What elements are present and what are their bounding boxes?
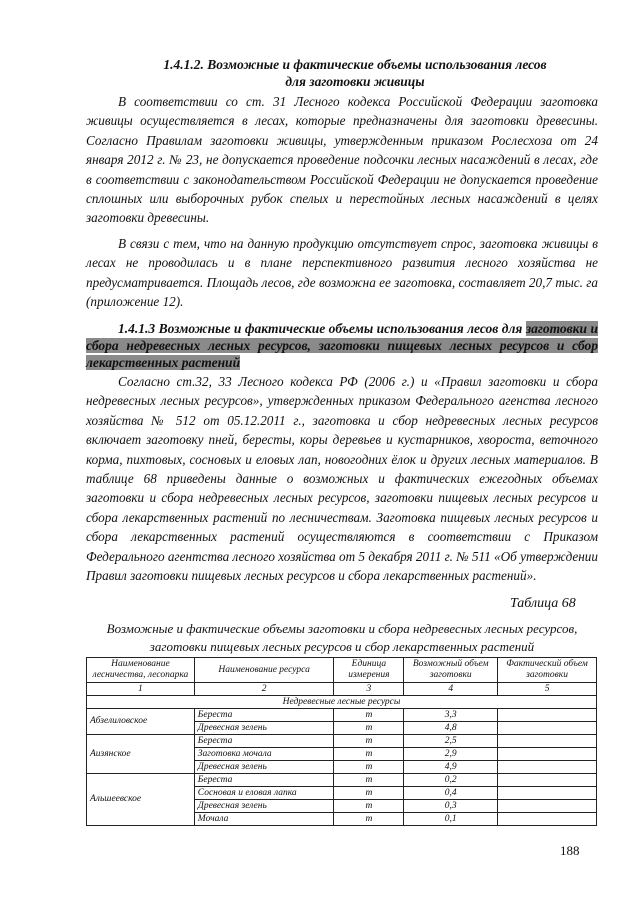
- unit: т: [334, 748, 404, 761]
- unit: т: [334, 722, 404, 735]
- possible-volume: 2,9: [404, 748, 498, 761]
- resource-name: Заготовка мочала: [194, 748, 334, 761]
- header-forestry: Наименование лесничества, лесопарка: [87, 658, 195, 683]
- actual-volume: [498, 761, 597, 774]
- resource-name: Береста: [194, 709, 334, 722]
- page-number: 188: [560, 843, 580, 858]
- highlighted-heading-text: заготовки и сбора недревесных лесных ресурсов, заготовки пищевых лесных ресурсов и сбор лекарственных растений: [86, 321, 598, 370]
- paragraph-resin-law: В соответствии со ст. 31 Лесного кодекса Российской Федерации заготовка живицы осуществляется в лесах, которые предназначены для заготовки древесины. Согласно Правилам заготовки живицы, утвержденным приказом Рослесхоза от 24 января 2012 г. № 23, не допускается проведение подсочки лесных насаждений в лесах, где в соответствии с законодательством Российской Федерации не допускается проведение сплошных или выборочных рубок спелых и перестойных лесных насаждений в целях заготовки древесины.: [86, 94, 598, 226]
- resource-table: [86, 657, 597, 826]
- actual-volume: [498, 813, 597, 826]
- actual-volume: [498, 774, 597, 787]
- resource-name: Древесная зелень: [194, 800, 334, 813]
- forestry-name: Аизянское: [87, 735, 195, 774]
- section-heading-nonwood: [86, 320, 598, 371]
- actual-volume: [498, 709, 597, 722]
- table-header-row: [87, 658, 597, 683]
- table-row: [87, 709, 597, 722]
- section-heading-resin: [120, 56, 590, 90]
- actual-volume: [498, 735, 597, 748]
- header-resource: Наименование ресурса: [194, 658, 334, 683]
- unit: т: [334, 735, 404, 748]
- possible-volume: 4,8: [404, 722, 498, 735]
- unit: т: [334, 787, 404, 800]
- possible-volume: 0,2: [404, 774, 498, 787]
- actual-volume: [498, 722, 597, 735]
- paragraph-nonwood-law: Согласно ст.32, 33 Лесного кодекса РФ (2006 г.) и «Правил заготовки и сбора недревесных лесных ресурсов», утвержденных приказом Федерального агенства лесного хозяйства № 512 от 05.12.2011 г., заготовка и сбор недревесных лесных ресурсов включает заготовку пней, бересты, коры деревьев и кустарников, хвороста, веточного корма, пихтовых, сосновых и еловых лап, новогодних ёлок и других лесных материалов. В таблице 68 приведены данные о возможных и фактических ежегодных объемах заготовки и сбора недревесных лесных ресурсов, заготовки пищевых лесных ресурсов и сбора лекарственных растений по лесничествам. Заготовка пищевых лесных ресурсов и сбора лекарственных растений осуществляются в соответствии с Приказом Федерального агентства лесного хозяйства от 5 декабря 2011 г. № 511 «Об утверждении Правил заготовки пищевых лесных ресурсов и сбора лекарственных растений».: [86, 374, 598, 584]
- colnum: 5: [498, 683, 597, 696]
- forestry-name: Абзелиловское: [87, 709, 195, 735]
- table-colnum-row: [87, 683, 597, 696]
- table-number: Таблица 68: [510, 596, 576, 611]
- paragraph-resin-demand: В связи с тем, что на данную продукцию отсутствует спрос, заготовка живицы в лесах не проводилась и в плане перспективного развития лесного хозяйства не предусматривается. Площадь лесов, где возможна ее заготовка, составляет 20,7 тыс. га (приложение 12).: [86, 236, 598, 310]
- unit: т: [334, 761, 404, 774]
- table-row: [87, 735, 597, 748]
- possible-volume: 0,4: [404, 787, 498, 800]
- colnum: 2: [194, 683, 334, 696]
- resource-name: Мочала: [194, 813, 334, 826]
- colnum: 1: [87, 683, 195, 696]
- resource-name: Береста: [194, 774, 334, 787]
- possible-volume: 3,3: [404, 709, 498, 722]
- header-actual: Фактический объем заготовки: [498, 658, 597, 683]
- resource-name: Древесная зелень: [194, 761, 334, 774]
- resource-name: Сосновая и еловая лапка: [194, 787, 334, 800]
- unit: т: [334, 813, 404, 826]
- table-caption: Возможные и фактические объемы заготовки и сбора недревесных лесных ресурсов, заготовки пищевых лесных ресурсов и сбор лекарственных растений: [106, 621, 578, 654]
- possible-volume: 4,9: [404, 761, 498, 774]
- header-unit: Единица измерения: [334, 658, 404, 683]
- possible-volume: 2,5: [404, 735, 498, 748]
- heading-part: 1.4.1.3 Возможные и фактические объемы использования лесов для: [118, 321, 526, 336]
- possible-volume: 0,3: [404, 800, 498, 813]
- heading-line-1: 1.4.1.2. Возможные и фактические объемы использования лесов: [163, 57, 547, 72]
- colnum: 4: [404, 683, 498, 696]
- heading-line-2: для заготовки живицы: [285, 74, 425, 89]
- forestry-name: Альшеевское: [87, 774, 195, 826]
- group-title: Недревесные лесные ресурсы: [87, 696, 597, 709]
- resource-name: Береста: [194, 735, 334, 748]
- colnum: 3: [334, 683, 404, 696]
- actual-volume: [498, 800, 597, 813]
- unit: т: [334, 800, 404, 813]
- unit: т: [334, 709, 404, 722]
- actual-volume: [498, 787, 597, 800]
- unit: т: [334, 774, 404, 787]
- table-group-row: [87, 696, 597, 709]
- table-row: [87, 774, 597, 787]
- possible-volume: 0,1: [404, 813, 498, 826]
- actual-volume: [498, 748, 597, 761]
- resource-name: Древесная зелень: [194, 722, 334, 735]
- header-possible: Возможный объем заготовки: [404, 658, 498, 683]
